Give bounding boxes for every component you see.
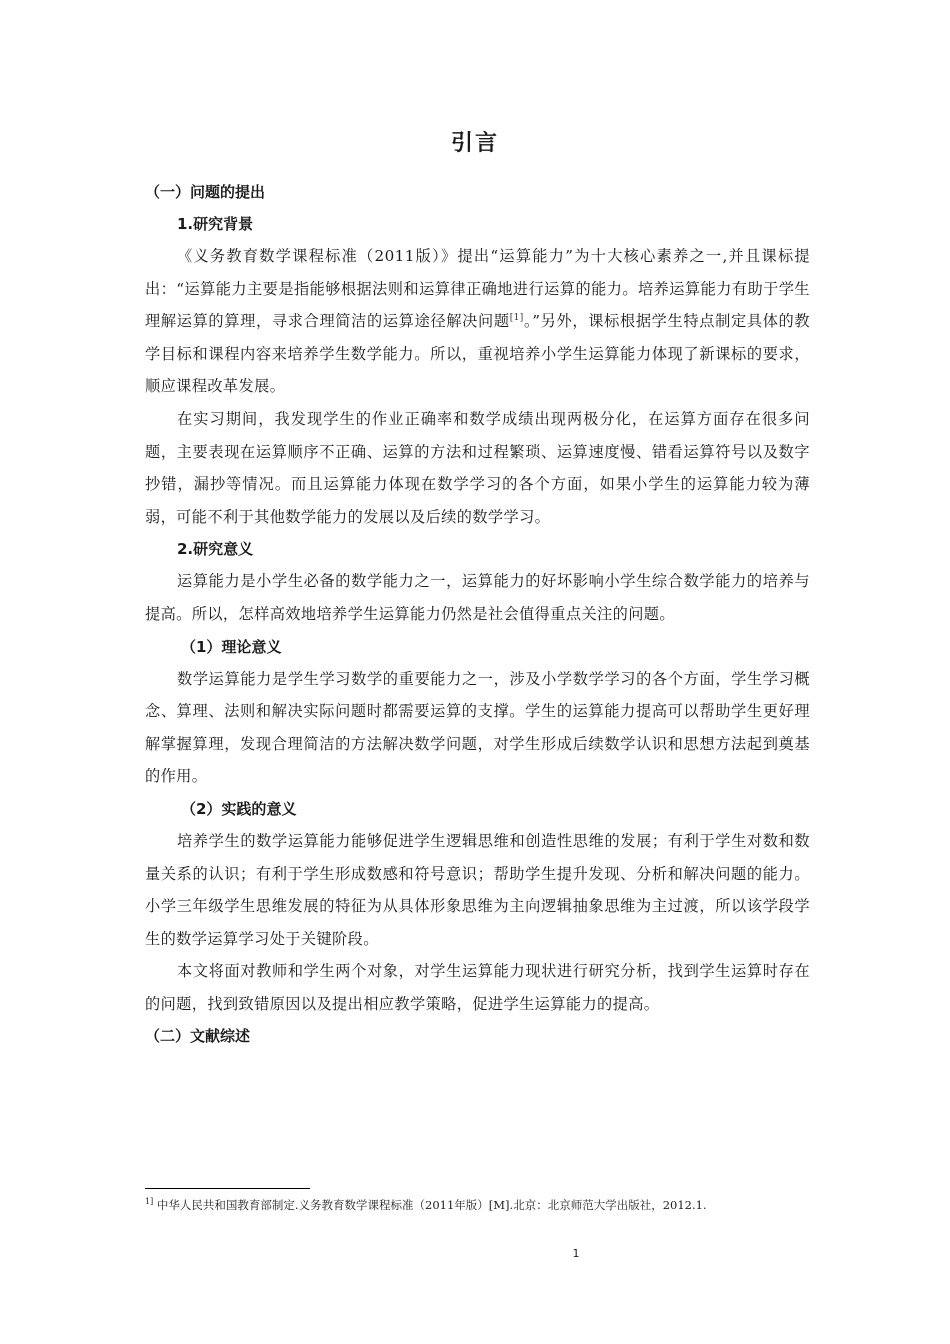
paragraph-significance: 运算能力是小学生必备的数学能力之一，运算能力的好坏影响小学生综合数学能力的培养与提高。所以，怎样高效地培养学生运算能力仍然是社会值得重点关注的问题。 [145, 572, 810, 623]
footnote [145, 1196, 795, 1215]
subheading-theory: （1）理论意义 [181, 637, 282, 656]
paragraph-background-2: 在实习期间，我发现学生的作业正确率和数学成绩出现两极分化，在运算方面存在很多问题，主要表现在运算顺序不正确、运算的方法和过程繁琐、运算速度慢、错看运算符号以及数字抄错，漏抄等情况。而且运算能力体现在数学学习的各个方面，如果小学生的运算能力较为薄弱，可能不利于其他数学能力的发展以及后续的数学学习。 [145, 409, 810, 526]
footnote-marker: 1] [145, 1197, 154, 1207]
paragraph-text: 。”另外，课标根据学生特点制定具体的教学目标和课程内容来培养学生数学能力。所以，重视培养小学生运算能力体现了新课标的要求，顺应课程改革发展。 [145, 312, 810, 396]
section-heading-literature: （二）文献综述 [145, 1027, 251, 1046]
document-body [145, 176, 810, 1052]
page-number: 1 [572, 1247, 580, 1260]
footnote-divider [145, 1188, 310, 1189]
paragraph-text: 《义务教育数学课程标准（2011版）》提出“运算能力”为十大核心素养之一,并且课标提出：“运算能力主要是指能够根据法则和运算律正确地进行运算的能力。培养运算能力有助于学生理解运算的算理，寻求合理简洁的运算途径解决问题 [145, 247, 810, 331]
footnote-text: 中华人民共和国教育部制定.义务教育数学课程标准（2011年版）[M].北京：北京师范大学出版社，2012.1. [156, 1198, 707, 1212]
paragraph-background-1 [145, 240, 810, 403]
page-title: 引言 [450, 131, 499, 156]
paragraph-practice-2: 本文将面对教师和学生两个对象，对学生运算能力现状进行研究分析，找到学生运算时存在的问题，找到致错原因以及提出相应教学策略，促进学生运算能力的提高。 [145, 962, 810, 1013]
citation-marker[interactable]: [1] [509, 313, 524, 324]
subheading-background: 1.研究背景 [177, 215, 254, 233]
section-heading-problem: （一）问题的提出 [145, 183, 266, 201]
subheading-significance: 2.研究意义 [177, 540, 254, 559]
paragraph-theory: 数学运算能力是学生学习数学的重要能力之一，涉及小学数学学习的各个方面，学生学习概念、算理、法则和解决实际问题时都需要运算的支撑。学生的运算能力提高可以帮助学生更好理解掌握算理，发现合理简洁的方法解决数学问题，对学生形成后续数学认识和思想方法起到奠基的作用。 [145, 669, 810, 786]
paragraph-practice-1: 培养学生的数学运算能力能够促进学生逻辑思维和创造性思维的发展；有利于学生对数和数量关系的认识；有利于学生形成数感和符号意识；帮助学生提升发现、分析和解决问题的能力。小学三年级学生思维发展的特征为从具体形象思维为主向逻辑抽象思维为主过渡，所以该学段学生的数学运算学习处于关键阶段。 [145, 831, 810, 948]
subheading-practice: （2）实践的意义 [181, 799, 297, 818]
